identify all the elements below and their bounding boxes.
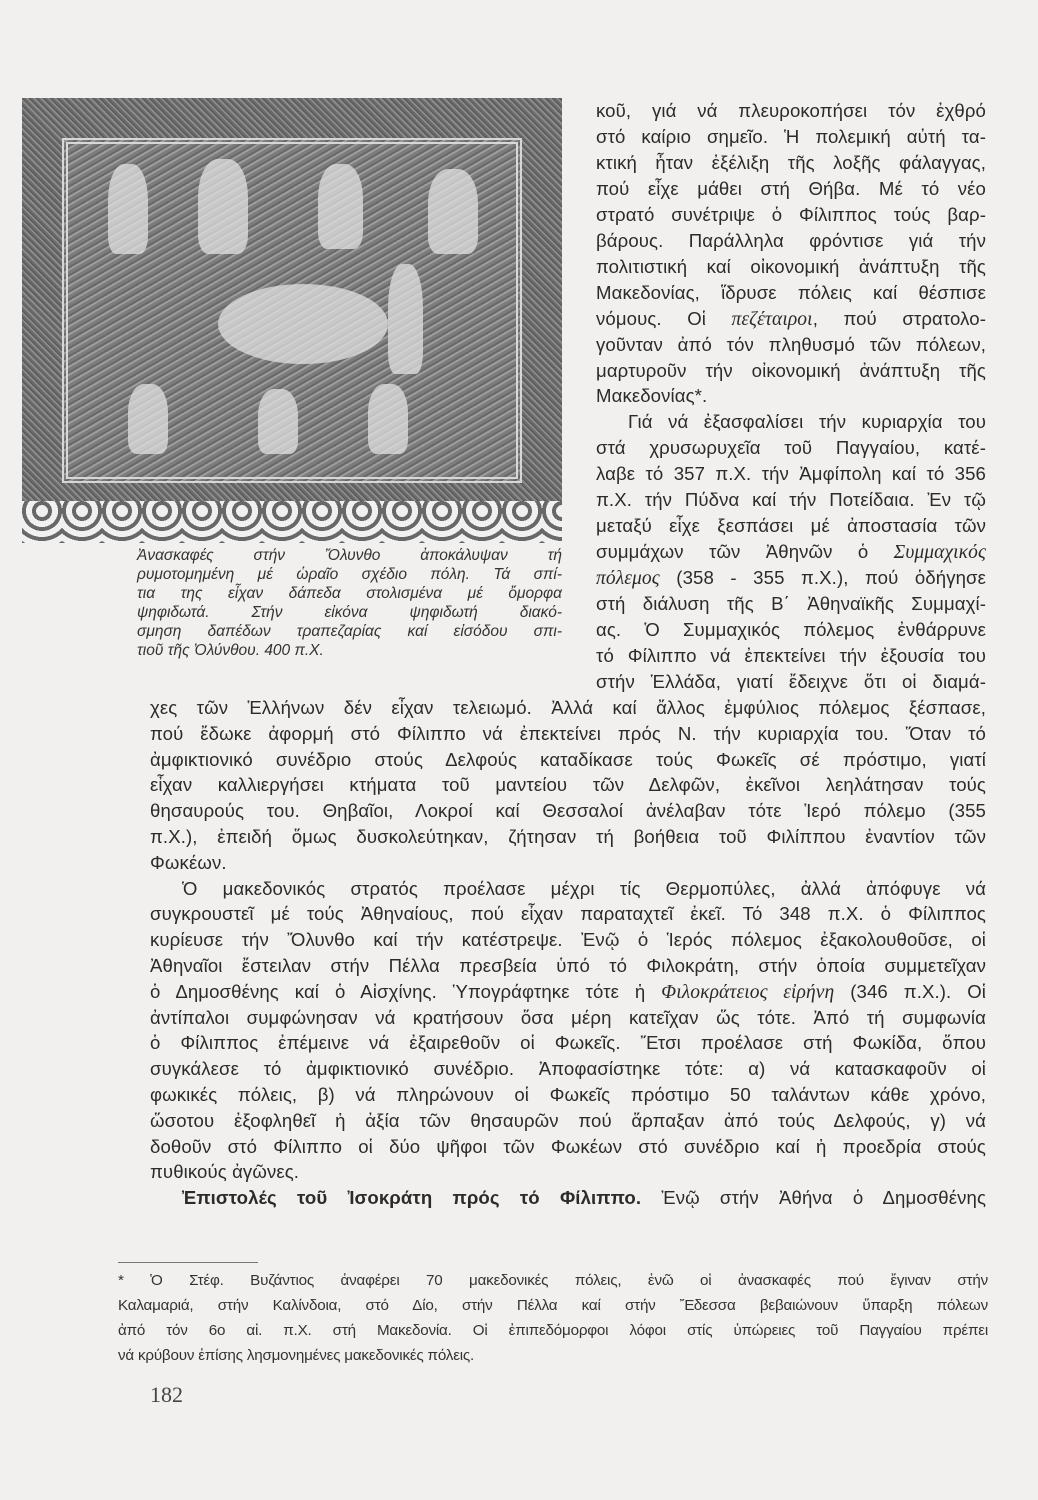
text-line [150,981,986,1004]
italic-term: πόλεμος [596,568,660,590]
text-line: στήν Ἑλλάδα, γιατί ἔδειχνε ὅτι οἱ διαμά- [596,670,986,692]
mosaic-figure [368,384,408,454]
text-line: π.Χ. τήν Πύδνα καί τήν Ποτείδαια. Ἐν τῷ [596,489,986,511]
italic-term: Φιλοκράτειος εἰρήνη [661,981,835,1003]
mosaic-panel [62,138,522,483]
text-line: ὁ Φίλιππος ἐπέμεινε νά ἐξαιρεθοῦν οἱ Φωκεῖς. Ἔτσι προέλασε στή Φωκίδα, ὅπου [150,1032,986,1054]
text-line: στό καίριο σημεῖο. Ἡ πολεμική αὐτή τα- [596,125,986,147]
text-line: ἀντίπαλοι συμφώνησαν νά κρατήσουν ὅσα μέρη κατεῖχαν ὥς τότε. Ἀπό τή συμφωνία [150,1006,986,1028]
text-segment: συμμάχων τῶν Ἀθηνῶν ὁ [596,541,894,563]
text-line: πυθικούς ἀγῶνες. [150,1161,300,1183]
page-number: 182 [150,1382,183,1407]
text-line [596,308,986,331]
text-line: συγκάλεσε τό ἀμφικτιονικό συνέδριο. Ἀποφασίστηκε τότε: α) νά κατασκαφοῦν οἱ [150,1058,986,1080]
text-line: φωκικές πόλεις, β) νά πληρώνουν οἱ Φωκεῖς πρόστιμο 50 ταλάντων κάθε χρόνο, [150,1084,986,1105]
caption-line: τιοῦ τῆς Ὀλύνθου. 400 π.Χ. [137,642,324,659]
text-line: χες τῶν Ἑλλήνων δέν εἶχαν τελειωμό. Ἀλλά καί ἄλλος ἐμφύλιος πόλεμος ξέσπασε, [150,697,986,718]
figure-caption [137,546,562,660]
text-line: Φωκέων. [150,851,227,873]
footnote-line: νά κρύβουν ἐπίσης λησμονημένες μακεδονικές πόλεις. [118,1347,475,1364]
text-line: πού ἔδωκε ἀφορμή στό Φίλιππο νά ἐπεκτείνει πρός Ν. τήν κυριαρχία του. Ὅταν τό [150,722,986,744]
caption-line: τια της εἶχαν δάπεδα στολισμένα μέ ὄμορφα [137,585,562,602]
mosaic-figure [388,264,423,374]
mosaic-figure [428,169,478,254]
text-segment: , πού στρατολο- [812,307,986,329]
text-line: πού εἶχε μάθει στή Θήβα. Μέ τό νέο [596,177,986,199]
mosaic-figure [108,164,148,254]
mosaic-chariot [218,284,388,364]
mosaic-figure [128,384,168,454]
footnote-line: Καλαμαριά, στήν Καλίνδοια, στό Δίο, στήν Πέλλα καί στήν Ἔδεσσα βεβαιώνουν ὕπαρξη πόλεων [118,1297,988,1314]
mosaic-figure [198,159,248,254]
text-line [596,541,986,564]
footnote-line: * Ὁ Στέφ. Βυζάντιος ἀναφέρει 70 μακεδονικές πόλεις, ἐνῶ οἱ ἀνασκαφές πού ἔγιναν στήν [118,1272,988,1289]
text-line: συγκρουστεῖ μέ τούς Ἀθηναίους, πού εἶχαν παραταχτεῖ ἐκεῖ. Τό 348 π.Χ. ὁ Φίλιππος [150,903,986,925]
text-line: π.Χ.), ἐπειδή ὅμως δυσκολεύτηκαν, ζήτησαν τή βοήθεια τοῦ Φιλίππου ἐναντίον τῶν [150,826,986,847]
text-line: στά χρυσωρυχεῖα τοῦ Παγγαίου, κατέ- [596,437,986,459]
text-segment: Ἐνῷ στήν Ἀθήνα ὁ Δημοσθένης [641,1187,986,1209]
caption-line: ρυμοτομημένη μέ ὡραῖο σχέδιο πόλη. Τά σπί- [137,566,562,583]
text-line: Μακεδονίας, ἵδρυσε πόλεις καί θέσπισε [596,281,986,303]
text-line: γοῦνταν ἀπό τόν πληθυσμό τῶν πόλεων, [596,333,986,355]
footnote-line: ἀπό τόν 6ο αἰ. π.Χ. στή Μακεδονία. Οἱ ἐπιπεδόμορφοι λόφοι στίς ὑπώρειες τοῦ Παγγαίου πρέπει [118,1322,988,1339]
text-line: ἀμφικτιονικό συνέδριο στούς Δελφούς καταδίκασε τούς Φωκεῖς σέ πρόστιμο, γιατί [150,748,986,770]
text-line: ὥσοτου ἐξοφληθεῖ ἡ ἀξία τῶν θησαυρῶν πού ἅρπαξαν ἀπό τούς Δελφούς, γ) νά [150,1109,986,1131]
section-heading: Ἐπιστολές τοῦ Ἰσοκράτη πρός τό Φίλιππο. [182,1187,642,1209]
text-line: Γιά νά ἐξασφαλίσει τήν κυριαρχία του [628,411,986,433]
text-line: βάρους. Παράλληλα φρόντισε γιά τήν [596,229,986,251]
footnote-rule [118,1262,258,1263]
text-line [596,567,986,590]
text-line: Ἀθηναῖοι ἔστειλαν στήν Πέλλα πρεσβεία ὑπό τό Φιλοκράτη, στήν ὁποία συμμετεῖχαν [150,955,986,976]
text-line: μεταξύ εἶχε ξεσπάσει μέ ἀποστασία τῶν [596,515,986,537]
text-line: Μακεδονίας*. [596,385,708,407]
mosaic-figure [258,389,298,454]
text-line: θησαυρούς του. Θηβαῖοι, Λοκροί καί Θεσσαλοί ἀνέλαβαν τότε Ἱερό πόλεμο (355 [150,800,986,822]
text-line: κτική ἦταν ἐξέλιξη τῆς λοξῆς φάλαγγας, [596,151,986,173]
caption-line: Ἀνασκαφές στήν Ὄλυνθο ἀποκάλυψαν τή [137,547,562,564]
text-line: κυρίευσε τήν Ὄλυνθο καί τήν κατέστρεψε. Ἐνῷ ὁ Ἱερός πόλεμος ἐξακολουθοῦσε, οἱ [150,929,986,951]
text-line: κοῦ, γιά νά πλευροκοπήσει τόν ἐχθρό [596,100,986,121]
text-line: δοθοῦν στό Φίλιππο οἱ δύο ψῆφοι τῶν Φωκέων στό συνέδριο καί ἡ προεδρία στούς [150,1135,986,1157]
mosaic-figure [318,164,363,249]
text-segment: νόμους. Οἱ [596,307,732,329]
italic-term: Συμμαχικός [893,542,986,564]
text-segment: (346 π.Χ.). Οἱ [834,980,986,1002]
text-line: λαβε τό 357 π.Χ. τήν Ἀμφίπολη καί τό 356 [596,463,986,485]
wave-border [22,501,562,543]
mosaic-photo [22,98,562,543]
text-line: πολιτιστική καί οἰκονομική ἀνάπτυξη τῆς [596,255,986,277]
italic-term: πεζέταιροι [731,308,813,330]
text-line: στή διάλυση τῆς Β΄ Ἀθηναϊκῆς Συμμαχί- [596,593,986,615]
text-line [182,1187,986,1209]
text-line: Ὁ μακεδονικός στρατός προέλασε μέχρι τίς Θερμοπύλες, ἀλλά ἀπόφυγε νά [182,877,986,899]
caption-line: σμηση δαπέδων τραπεζαρίας καί εἰσόδου σπι- [137,623,562,640]
text-line: μαρτυροῦν τήν οἰκονομική ἀνάπτυξη τῆς [596,359,986,381]
text-segment: ὁ Δημοσθένης καί ὁ Αἰσχίνης. Ὑπογράφτηκε τότε ἡ [150,980,662,1002]
text-line: εἶχαν καλλιεργήσει κτήματα τοῦ μαντείου τῶν Δελφῶν, ἐκεῖνοι λεηλάτησαν τούς [150,774,986,796]
text-line: στρατό συνέτριψε ὁ Φίλιππος τούς βαρ- [596,203,986,225]
text-line: ας. Ὁ Συμμαχικός πόλεμος ἐνθάρρυνε [596,619,986,640]
caption-line: ψηφιδωτά. Στήν εἰκόνα ψηφιδωτή διακό- [137,604,562,621]
text-segment: (358 - 355 π.Χ.), πού ὁδήγησε [659,567,986,589]
text-line: τό Φίλιππο νά ἐπεκτείνει τήν ἐξουσία του [596,644,986,666]
